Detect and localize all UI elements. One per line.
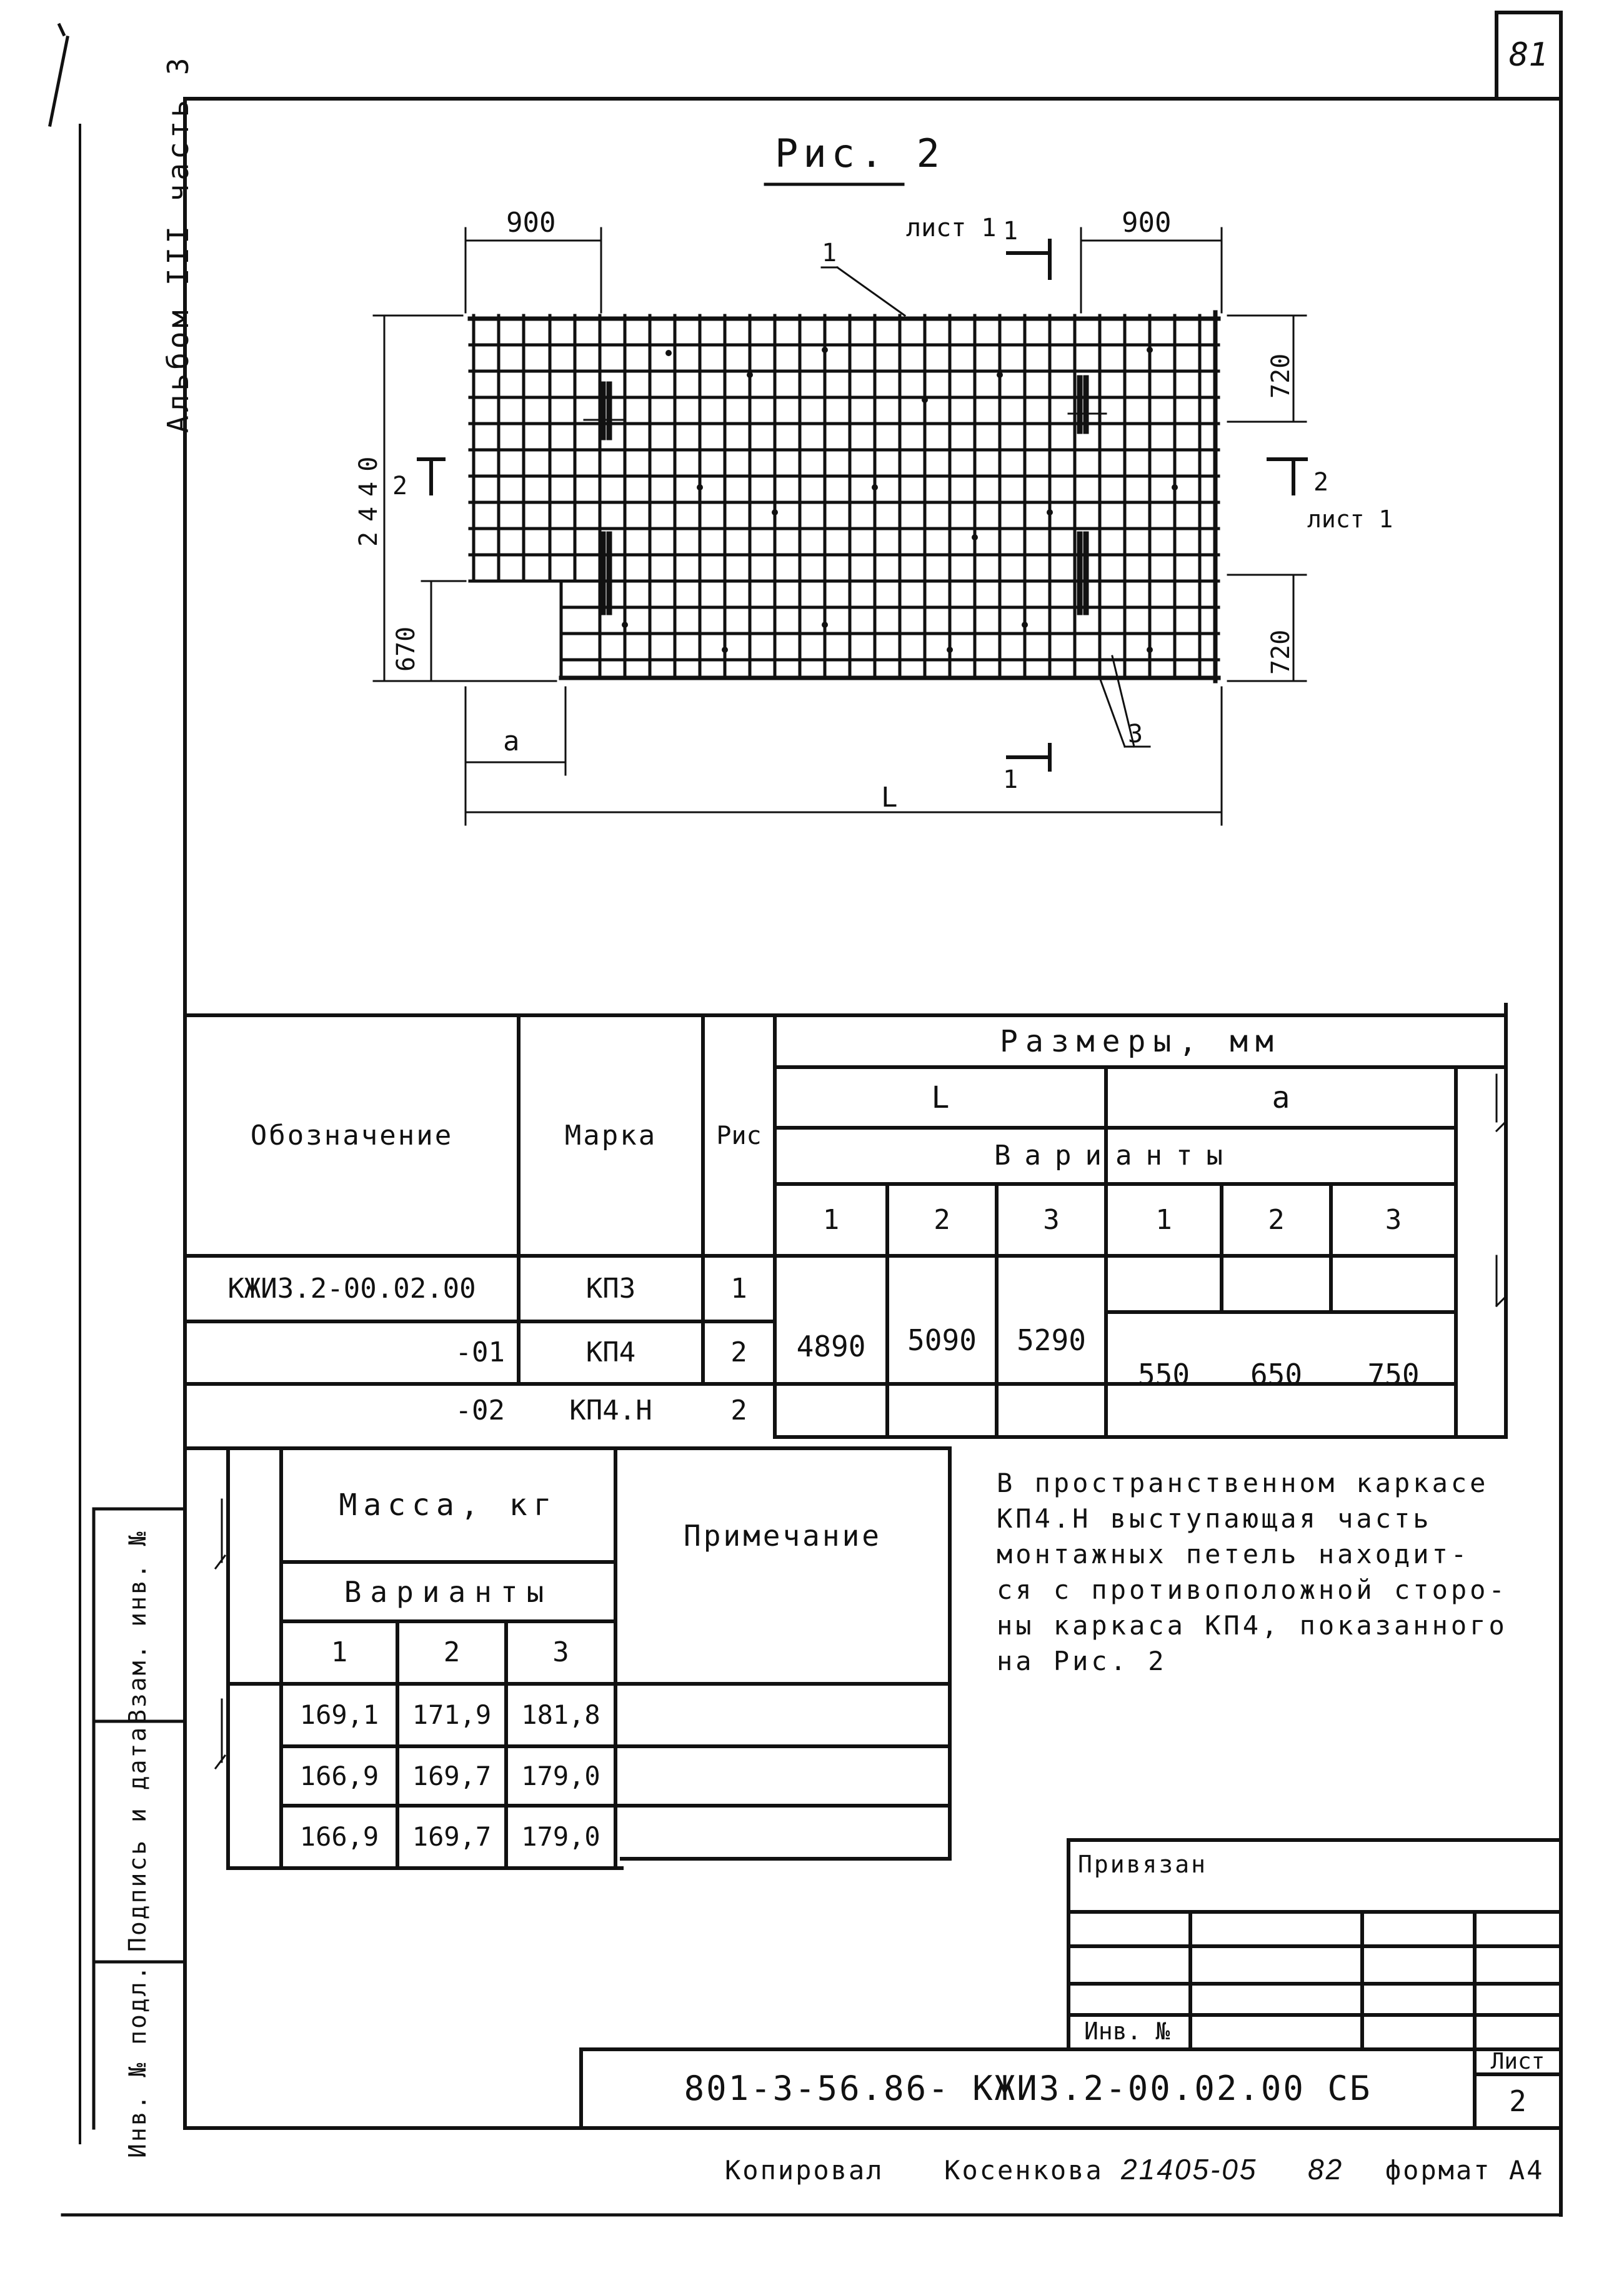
mass-cell: 169,7 (412, 1760, 492, 1791)
row-fig: 2 (730, 1336, 747, 1368)
note-line: ны каркаса КП4, показанного (997, 1610, 1508, 1641)
copied-name: Косенкова (944, 2155, 1103, 2186)
inv-label: Инв. № (1084, 2017, 1170, 2045)
section-1-top-sheet: лист 1 (906, 214, 997, 242)
callout-1: 1 (822, 239, 837, 267)
mass-variant-1: 1 (331, 1636, 348, 1668)
L-value-1: 4890 (796, 1330, 866, 1363)
mass-cell: 169,1 (299, 1699, 379, 1730)
section-1-bottom-num: 1 (1003, 765, 1019, 794)
dim-right-top: 720 (1267, 353, 1295, 399)
row-designation: -01 (455, 1336, 505, 1368)
a-value-1: 550 (1137, 1358, 1190, 1391)
mass-header: Масса, кг (339, 1488, 558, 1523)
sheet-label: Лист (1490, 2049, 1545, 2074)
hdr-mark: Марка (564, 1119, 657, 1151)
dim-a: a (503, 725, 520, 757)
mass-variant-3: 3 (552, 1636, 569, 1668)
dim-top-right: 900 (1122, 207, 1172, 239)
mass-variant-2: 2 (443, 1636, 461, 1668)
row-mark: КП4 (585, 1336, 636, 1368)
hdr-a-variant-2: 2 (1268, 1203, 1285, 1236)
doc-code: 801-3-56.86- КЖИ3.2-00.02.00 СБ (684, 2069, 1372, 2108)
row-fig: 2 (730, 1394, 747, 1426)
mass-cell: 179,0 (521, 1821, 600, 1852)
hdr-a-variant-3: 3 (1385, 1203, 1402, 1236)
row-mark: КП4.Н (569, 1394, 652, 1426)
mass-cell: 179,0 (521, 1760, 600, 1791)
a-value-2: 650 (1250, 1358, 1303, 1391)
dim-left-bottom: 670 (392, 626, 421, 672)
mass-cell: 171,9 (412, 1699, 492, 1730)
section-2-right-sheet: лист 1 (1307, 505, 1393, 533)
mass-variants-header: Варианты (344, 1574, 553, 1609)
note-line: КП4.Н выступающая часть (997, 1503, 1432, 1534)
stamp-field-signature: Подпись и дата (124, 1725, 151, 1952)
page-number: 81 (1509, 36, 1548, 74)
row-mark: КП3 (585, 1272, 636, 1305)
hdr-a: a (1272, 1080, 1290, 1115)
note-line: В пространственном каркасе (997, 1468, 1489, 1498)
callout-3: 3 (1128, 720, 1143, 749)
note-line: ся с противоположной сторо- (997, 1574, 1508, 1605)
row-fig: 1 (730, 1272, 747, 1305)
row-designation: КЖИ3.2-00.02.00 (227, 1272, 476, 1305)
hdr-L-variant-3: 3 (1043, 1203, 1060, 1236)
copied-label: Копировал (725, 2155, 884, 2186)
handwritten-code: 21405-05 (1121, 2153, 1258, 2186)
album-label: Альбом III часть 3 (161, 54, 195, 433)
hdr-fig: Рис (716, 1121, 762, 1150)
section-1-top-num: 1 (1003, 217, 1019, 246)
attached-label: Привязан (1078, 1851, 1208, 1878)
sheet-number: 2 (1509, 2084, 1527, 2118)
hdr-L: L (931, 1080, 950, 1115)
figure-title: Рис. 2 (775, 131, 945, 176)
stamp-field-original-inv: Инв. № подл. (124, 1964, 151, 2158)
hdr-L-variant-2: 2 (934, 1203, 950, 1236)
footer-line (725, 2152, 1544, 2186)
section-2-left-num: 2 (392, 472, 408, 500)
note-header: Примечание (684, 1519, 882, 1553)
dim-right-bottom: 720 (1267, 629, 1295, 675)
dim-left-height: 2440 (354, 446, 383, 547)
handwritten-num: 82 (1308, 2153, 1344, 2186)
mass-cell: 166,9 (299, 1821, 379, 1852)
a-value-3: 750 (1367, 1358, 1420, 1391)
format-label: формат А4 (1385, 2155, 1545, 2186)
note-block (997, 1465, 1508, 1679)
mass-cell: 166,9 (299, 1760, 379, 1791)
stamp-field-replacement: Взам. инв. № (124, 1529, 151, 1724)
hdr-a-variant-1: 1 (1155, 1203, 1172, 1236)
L-value-3: 5290 (1017, 1323, 1086, 1357)
mass-cell: 181,8 (521, 1699, 600, 1730)
hdr-L-variant-1: 1 (822, 1203, 840, 1236)
mass-cell: 169,7 (412, 1821, 492, 1852)
note-line: монтажных петель находит- (997, 1539, 1470, 1569)
hdr-variants: Варианты (994, 1140, 1237, 1171)
hdr-sizes: Размеры, мм (1000, 1023, 1281, 1059)
dim-top-left: 900 (506, 207, 556, 239)
section-2-right-num: 2 (1313, 468, 1329, 497)
row-designation: -02 (455, 1394, 505, 1426)
L-value-2: 5090 (907, 1323, 977, 1357)
hdr-designation: Обозначение (250, 1119, 454, 1151)
note-line: на Рис. 2 (997, 1646, 1167, 1676)
dim-L: L (881, 782, 898, 813)
